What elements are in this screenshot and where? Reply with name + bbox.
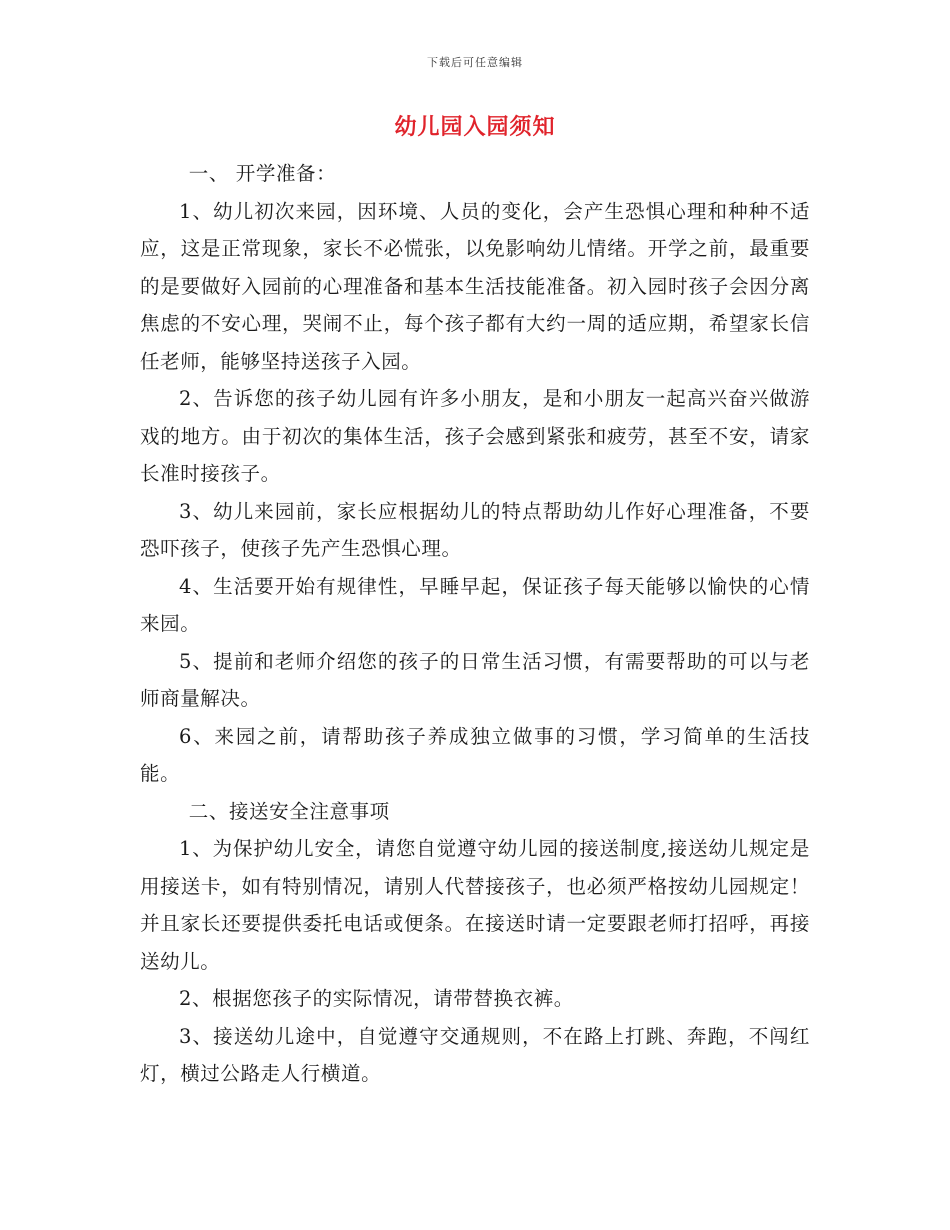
paragraph: 6、来园之前，请帮助孩子养成独立做事的习惯，学习简单的生活技能。: [140, 724, 810, 785]
paragraph: 3、接送幼儿途中，自觉遵守交通规则，不在路上打跳、奔跑，不闯红灯，横过公路走人行横道。: [140, 1024, 810, 1085]
paragraph: 1、为保护幼儿安全，请您自觉遵守幼儿园的接送制度,接送幼儿规定是用接送卡，如有特别情况，请别人代替接孩子，也必须严格按幼儿园规定！并且家长还要提供委托电话或便条。在接送时请一定要跟老师打招呼，再接送幼儿。: [140, 837, 810, 973]
paragraph: 4、生活要开始有规律性，早睡早起，保证孩子每天能够以愉快的心情来园。: [140, 574, 810, 635]
document-title: 幼儿园入园须知: [394, 115, 556, 140]
section-heading-pickup-safety: 二、接送安全注意事项: [188, 799, 390, 823]
section-heading-preparation: 一、 开学准备：: [188, 162, 337, 185]
paragraph: 2、告诉您的孩子幼儿园有许多小朋友，是和小朋友一起高兴奋兴做游戏的地方。由于初次的集体生活，孩子会感到紧张和疲劳，甚至不安，请家长准时接孩子。: [140, 387, 810, 485]
paragraph: 3、幼儿来园前，家长应根据幼儿的特点帮助幼儿作好心理准备，不要恐吓孩子，使孩子先产生恐惧心理。: [140, 499, 810, 560]
document-body: [140, 155, 810, 1093]
paragraph: 1、幼儿初次来园，因环境、人员的变化，会产生恐惧心理和种种不适应，这是正常现象，家长不必慌张，以免影响幼儿情绪。开学之前，最重要的是要做好入园前的心理准备和基本生活技能准备。初入园时孩子会因分离焦虑的不安心理，哭闹不止，每个孩子都有大约一周的适应期，希望家长信任老师，能够坚持送孩子入园。: [140, 199, 810, 373]
header-note: 下载后可任意编辑: [427, 56, 523, 69]
paragraph: 5、提前和老师介绍您的孩子的日常生活习惯，有需要帮助的可以与老师商量解决。: [140, 649, 810, 710]
paragraph: 2、根据您孩子的实际情况，请带替换衣裤。: [179, 987, 574, 1010]
